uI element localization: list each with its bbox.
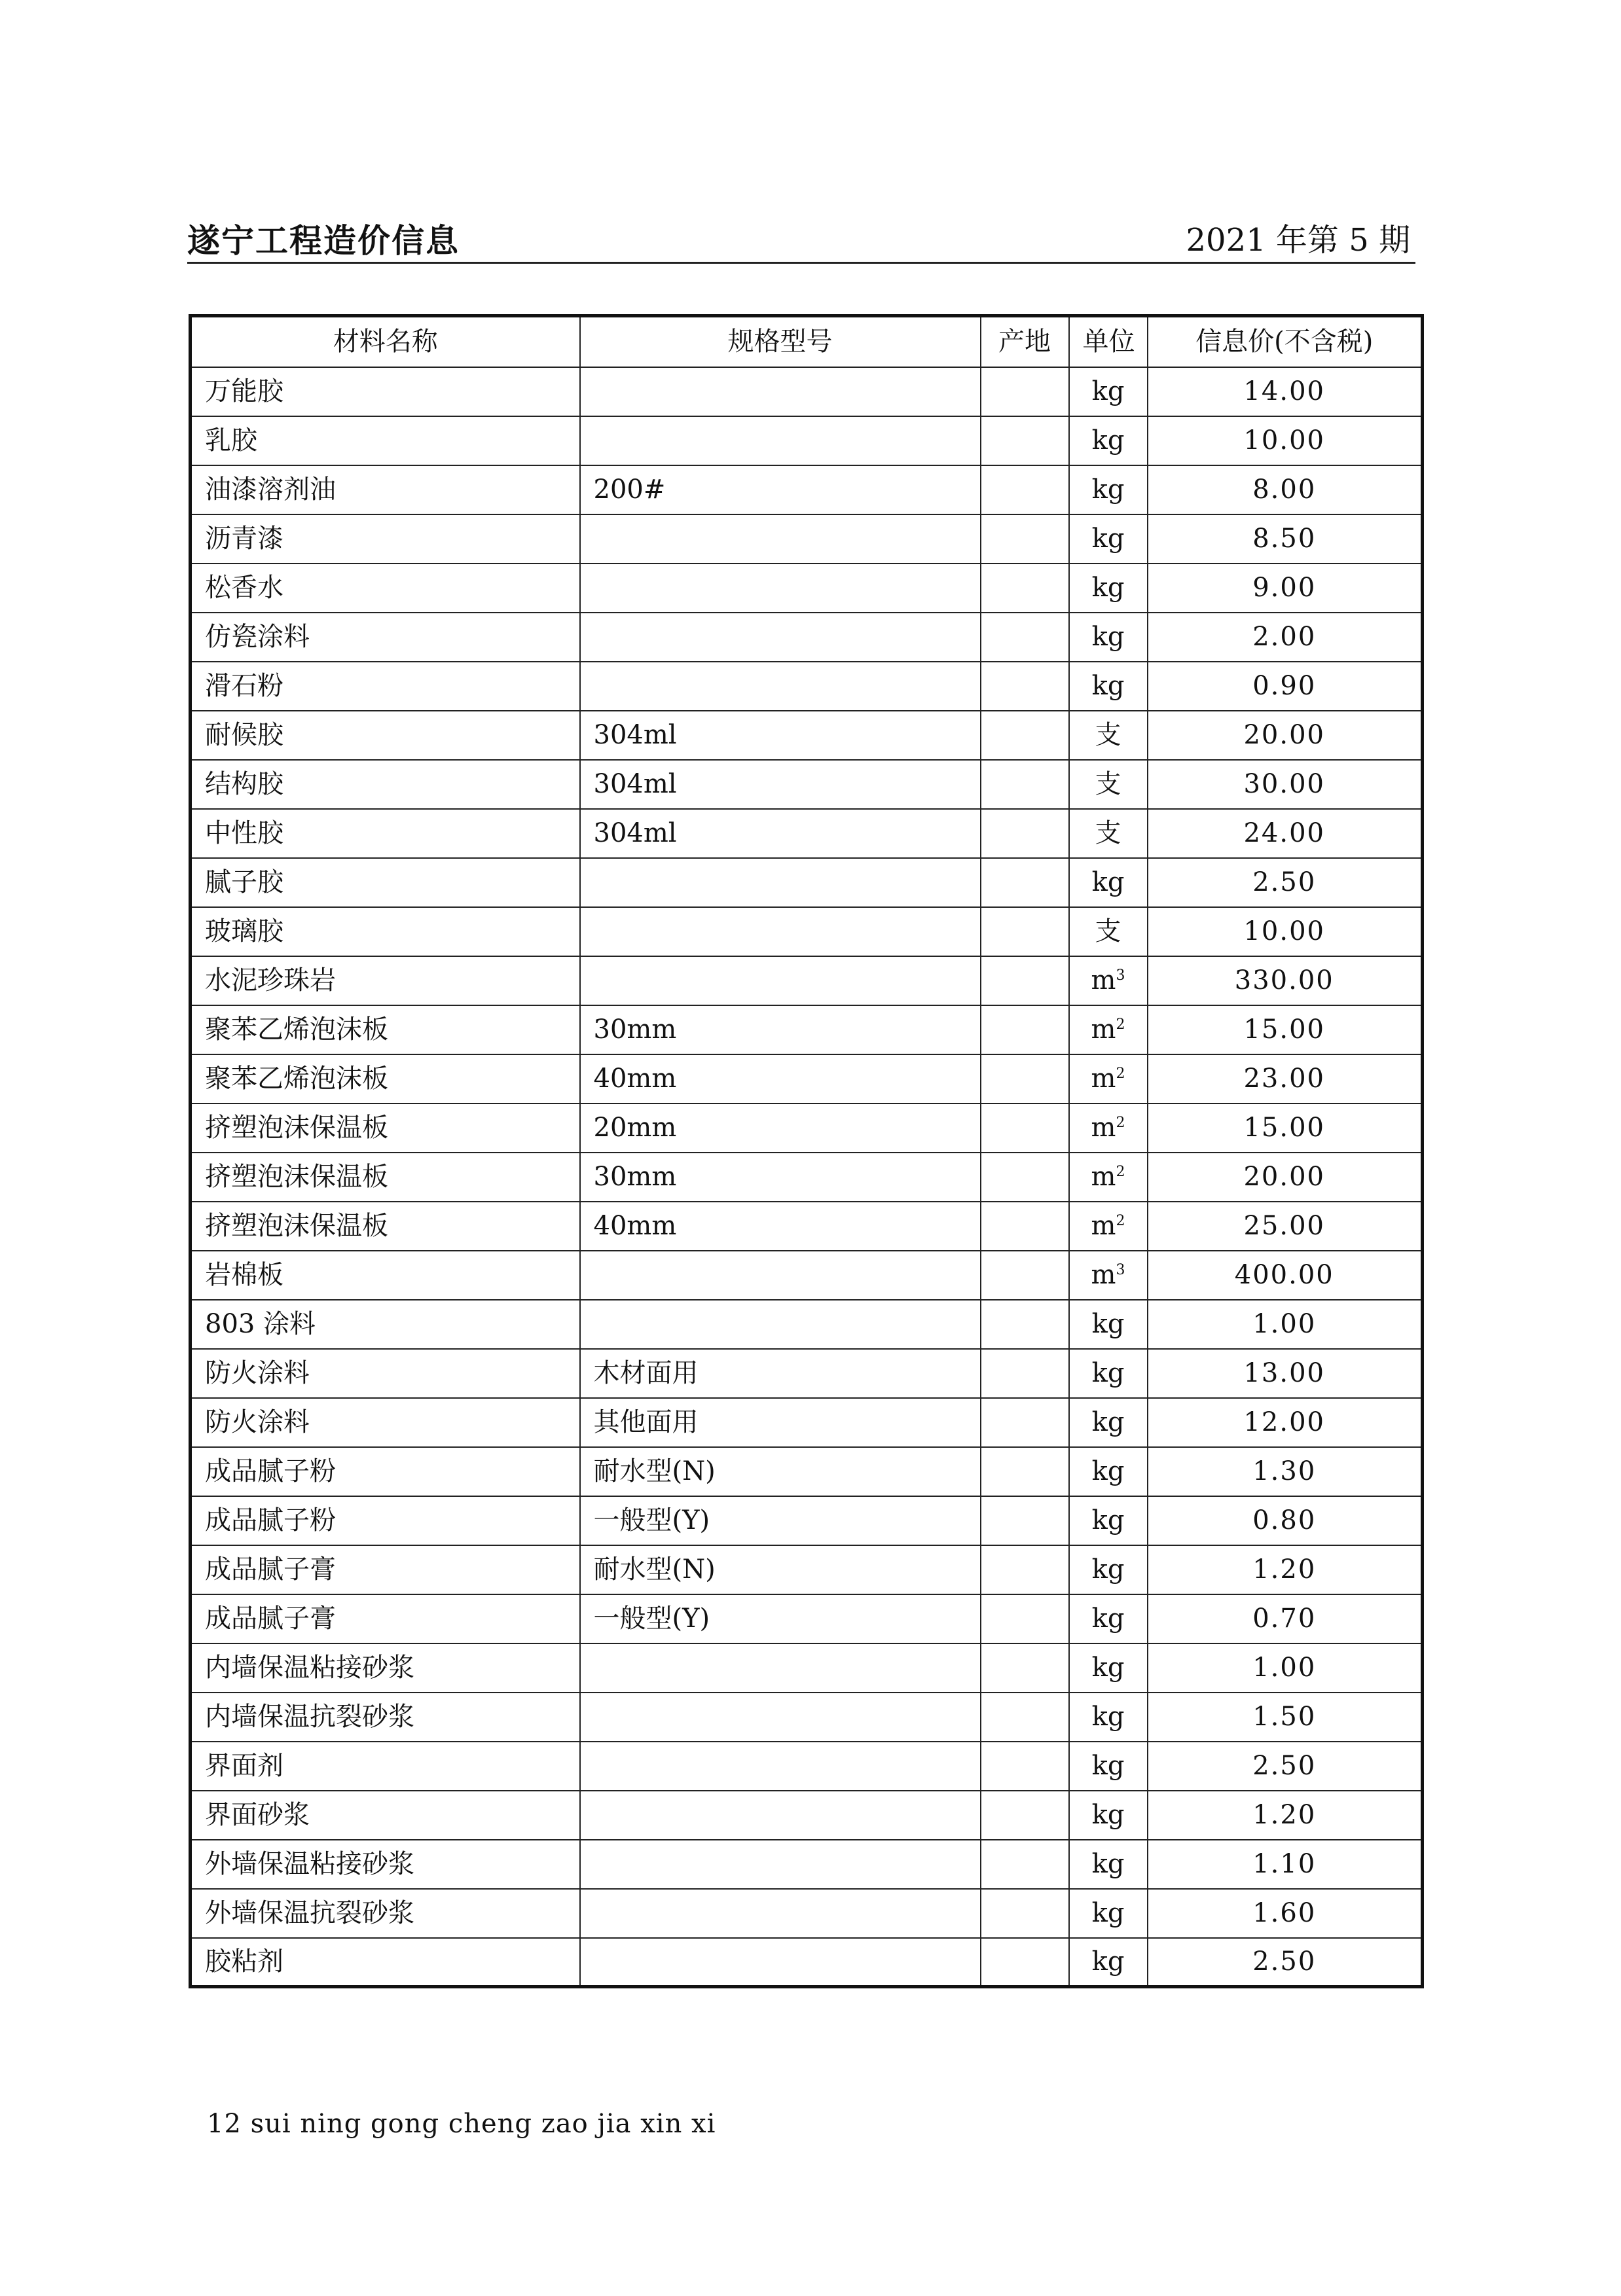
cell-spec xyxy=(580,1840,981,1889)
table-row xyxy=(191,514,1423,564)
cell-name: 挤塑泡沫保温板 xyxy=(191,1103,580,1153)
cell-name: 挤塑泡沫保温板 xyxy=(191,1153,580,1202)
table-row xyxy=(191,907,1423,956)
cell-price: 15.00 xyxy=(1148,1103,1423,1153)
unit-text: kg xyxy=(1091,1407,1125,1437)
table-row xyxy=(191,1594,1423,1643)
cell-name: 万能胶 xyxy=(191,367,580,416)
unit-text: kg xyxy=(1091,1751,1125,1781)
table-body xyxy=(191,367,1423,1987)
table-row xyxy=(191,1889,1423,1938)
cell-price: 15.00 xyxy=(1148,1005,1423,1054)
cell-price: 2.50 xyxy=(1148,1742,1423,1791)
cell-origin xyxy=(981,1840,1069,1889)
unit-text: kg xyxy=(1091,1653,1125,1683)
publication-title: 遂宁工程造价信息 xyxy=(187,221,460,260)
cell-spec xyxy=(580,1251,981,1300)
cell-price: 25.00 xyxy=(1148,1202,1423,1251)
cell-spec: 200# xyxy=(580,465,981,514)
cell-price: 1.10 xyxy=(1148,1840,1423,1889)
unit-text: 支 xyxy=(1095,916,1121,946)
cell-origin xyxy=(981,1594,1069,1643)
cell-price: 12.00 xyxy=(1148,1398,1423,1447)
cell-origin xyxy=(981,1693,1069,1742)
unit-text: kg xyxy=(1091,671,1125,701)
cell-origin xyxy=(981,1300,1069,1349)
cell-spec xyxy=(580,1643,981,1693)
cell-unit xyxy=(1069,1447,1148,1496)
cell-unit xyxy=(1069,564,1148,613)
cell-unit xyxy=(1069,711,1148,760)
unit-text: kg xyxy=(1091,425,1125,456)
unit-text: kg xyxy=(1091,1604,1125,1634)
cell-origin xyxy=(981,1202,1069,1251)
cell-spec xyxy=(580,416,981,465)
cell-name: 耐候胶 xyxy=(191,711,580,760)
cell-unit xyxy=(1069,1005,1148,1054)
cell-unit xyxy=(1069,1202,1148,1251)
page-header xyxy=(187,209,1415,262)
table-row xyxy=(191,1054,1423,1103)
unit-text: 支 xyxy=(1095,818,1121,848)
cell-name: 内墙保温粘接砂浆 xyxy=(191,1643,580,1693)
cell-unit xyxy=(1069,1938,1148,1987)
cell-name: 沥青漆 xyxy=(191,514,580,564)
table-row xyxy=(191,1496,1423,1545)
cell-spec: 304ml xyxy=(580,760,981,809)
cell-origin xyxy=(981,809,1069,858)
cell-price: 400.00 xyxy=(1148,1251,1423,1300)
cell-origin xyxy=(981,613,1069,662)
cell-spec xyxy=(580,1693,981,1742)
cell-spec: 304ml xyxy=(580,809,981,858)
cell-origin xyxy=(981,1938,1069,1987)
cell-spec xyxy=(580,564,981,613)
cell-name: 成品腻子膏 xyxy=(191,1545,580,1594)
table-row xyxy=(191,1938,1423,1987)
cell-origin xyxy=(981,858,1069,907)
cell-origin xyxy=(981,907,1069,956)
cell-origin xyxy=(981,1153,1069,1202)
unit-text: kg xyxy=(1091,1849,1125,1879)
cell-name: 成品腻子粉 xyxy=(191,1447,580,1496)
unit-text: m xyxy=(1091,965,1116,996)
cell-price: 1.00 xyxy=(1148,1643,1423,1693)
table-row xyxy=(191,1791,1423,1840)
cell-spec xyxy=(580,858,981,907)
unit-text: kg xyxy=(1091,376,1125,406)
cell-origin xyxy=(981,367,1069,416)
cell-spec xyxy=(580,662,981,711)
cell-spec xyxy=(580,1889,981,1938)
column-header-unit: 单位 xyxy=(1069,316,1148,367)
unit-text: m xyxy=(1091,1260,1116,1290)
cell-price: 0.90 xyxy=(1148,662,1423,711)
table-row xyxy=(191,1251,1423,1300)
cell-spec xyxy=(580,907,981,956)
unit-text: m xyxy=(1091,1014,1116,1045)
cell-origin xyxy=(981,416,1069,465)
cell-name: 胶粘剂 xyxy=(191,1938,580,1987)
cell-unit xyxy=(1069,465,1148,514)
table-row xyxy=(191,1202,1423,1251)
header-divider xyxy=(187,262,1415,264)
cell-name: 聚苯乙烯泡沫板 xyxy=(191,1005,580,1054)
table-row xyxy=(191,1153,1423,1202)
cell-origin xyxy=(981,1643,1069,1693)
table-row xyxy=(191,1005,1423,1054)
cell-unit xyxy=(1069,1791,1148,1840)
table-header-row xyxy=(191,316,1423,367)
cell-origin xyxy=(981,1791,1069,1840)
cell-origin xyxy=(981,760,1069,809)
cell-spec: 木材面用 xyxy=(580,1349,981,1398)
cell-name: 803 涂料 xyxy=(191,1300,580,1349)
unit-text: kg xyxy=(1091,1358,1125,1388)
cell-price: 9.00 xyxy=(1148,564,1423,613)
cell-spec xyxy=(580,1938,981,1987)
cell-spec xyxy=(580,1742,981,1791)
cell-unit xyxy=(1069,1693,1148,1742)
cell-price: 1.30 xyxy=(1148,1447,1423,1496)
cell-unit xyxy=(1069,760,1148,809)
cell-spec xyxy=(580,1300,981,1349)
unit-text: kg xyxy=(1091,1898,1125,1928)
cell-name: 界面砂浆 xyxy=(191,1791,580,1840)
cell-name: 结构胶 xyxy=(191,760,580,809)
cell-price: 8.50 xyxy=(1148,514,1423,564)
cell-spec xyxy=(580,514,981,564)
cell-name: 内墙保温抗裂砂浆 xyxy=(191,1693,580,1742)
cell-price: 30.00 xyxy=(1148,760,1423,809)
column-header-origin: 产地 xyxy=(981,316,1069,367)
cell-spec: 40mm xyxy=(580,1054,981,1103)
unit-text: kg xyxy=(1091,1946,1125,1977)
table-row xyxy=(191,367,1423,416)
cell-spec xyxy=(580,956,981,1005)
column-header-price: 信息价(不含税) xyxy=(1148,316,1423,367)
table-row xyxy=(191,1742,1423,1791)
cell-name: 成品腻子粉 xyxy=(191,1496,580,1545)
cell-spec: 一般型(Y) xyxy=(580,1496,981,1545)
table-row xyxy=(191,1349,1423,1398)
unit-text: m xyxy=(1091,1113,1116,1143)
table-row xyxy=(191,1300,1423,1349)
table-row xyxy=(191,809,1423,858)
cell-unit xyxy=(1069,1398,1148,1447)
footer-text: sui ning gong cheng zao jia xin xi xyxy=(250,2109,716,2139)
unit-exponent: 2 xyxy=(1116,1115,1125,1131)
cell-origin xyxy=(981,711,1069,760)
page-footer xyxy=(207,2109,716,2139)
cell-unit xyxy=(1069,1643,1148,1693)
unit-text: kg xyxy=(1091,1309,1125,1339)
cell-price: 10.00 xyxy=(1148,907,1423,956)
table-row xyxy=(191,1447,1423,1496)
table-row xyxy=(191,1103,1423,1153)
cell-name: 岩棉板 xyxy=(191,1251,580,1300)
cell-unit xyxy=(1069,1594,1148,1643)
cell-spec: 40mm xyxy=(580,1202,981,1251)
cell-spec: 其他面用 xyxy=(580,1398,981,1447)
cell-unit xyxy=(1069,514,1148,564)
cell-name: 中性胶 xyxy=(191,809,580,858)
cell-name: 防火涂料 xyxy=(191,1398,580,1447)
unit-text: kg xyxy=(1091,1702,1125,1732)
cell-origin xyxy=(981,1251,1069,1300)
cell-price: 0.80 xyxy=(1148,1496,1423,1545)
cell-spec: 20mm xyxy=(580,1103,981,1153)
cell-name: 聚苯乙烯泡沫板 xyxy=(191,1054,580,1103)
cell-name: 界面剂 xyxy=(191,1742,580,1791)
cell-unit xyxy=(1069,367,1148,416)
cell-spec xyxy=(580,367,981,416)
unit-exponent: 2 xyxy=(1116,1066,1125,1082)
cell-price: 2.50 xyxy=(1148,1938,1423,1987)
unit-text: kg xyxy=(1091,1456,1125,1486)
cell-origin xyxy=(981,1889,1069,1938)
cell-price: 1.50 xyxy=(1148,1693,1423,1742)
cell-name: 成品腻子膏 xyxy=(191,1594,580,1643)
cell-price: 1.20 xyxy=(1148,1791,1423,1840)
cell-unit xyxy=(1069,1103,1148,1153)
cell-spec: 30mm xyxy=(580,1005,981,1054)
cell-name: 乳胶 xyxy=(191,416,580,465)
issue-label: 2021 年第 5 期 xyxy=(1186,222,1410,259)
cell-unit xyxy=(1069,1545,1148,1594)
unit-text: kg xyxy=(1091,1505,1125,1535)
cell-name: 挤塑泡沫保温板 xyxy=(191,1202,580,1251)
cell-name: 油漆溶剂油 xyxy=(191,465,580,514)
cell-unit xyxy=(1069,1840,1148,1889)
cell-price: 20.00 xyxy=(1148,711,1423,760)
cell-spec: 304ml xyxy=(580,711,981,760)
table-row xyxy=(191,1840,1423,1889)
cell-name: 水泥珍珠岩 xyxy=(191,956,580,1005)
unit-text: kg xyxy=(1091,1800,1125,1830)
cell-price: 330.00 xyxy=(1148,956,1423,1005)
cell-name: 腻子胶 xyxy=(191,858,580,907)
cell-price: 1.60 xyxy=(1148,1889,1423,1938)
unit-exponent: 3 xyxy=(1116,1262,1125,1278)
cell-name: 滑石粉 xyxy=(191,662,580,711)
cell-unit xyxy=(1069,1349,1148,1398)
unit-text: kg xyxy=(1091,475,1125,505)
cell-price: 13.00 xyxy=(1148,1349,1423,1398)
cell-unit xyxy=(1069,809,1148,858)
cell-spec xyxy=(580,613,981,662)
cell-origin xyxy=(981,1054,1069,1103)
unit-text: m xyxy=(1091,1064,1116,1094)
table-row xyxy=(191,1398,1423,1447)
cell-origin xyxy=(981,1545,1069,1594)
table-row xyxy=(191,465,1423,514)
cell-price: 14.00 xyxy=(1148,367,1423,416)
table-row xyxy=(191,760,1423,809)
cell-price: 2.50 xyxy=(1148,858,1423,907)
cell-origin xyxy=(981,1398,1069,1447)
table-row xyxy=(191,416,1423,465)
table-row xyxy=(191,662,1423,711)
cell-spec: 耐水型(N) xyxy=(580,1447,981,1496)
cell-name: 外墙保温粘接砂浆 xyxy=(191,1840,580,1889)
cell-price: 0.70 xyxy=(1148,1594,1423,1643)
cell-origin xyxy=(981,1103,1069,1153)
cell-unit xyxy=(1069,1889,1148,1938)
cell-origin xyxy=(981,1742,1069,1791)
table-row xyxy=(191,564,1423,613)
unit-text: kg xyxy=(1091,524,1125,554)
cell-name: 玻璃胶 xyxy=(191,907,580,956)
table-row xyxy=(191,711,1423,760)
cell-unit xyxy=(1069,1742,1148,1791)
cell-name: 松香水 xyxy=(191,564,580,613)
table-row xyxy=(191,613,1423,662)
cell-price: 23.00 xyxy=(1148,1054,1423,1103)
cell-price: 8.00 xyxy=(1148,465,1423,514)
cell-unit xyxy=(1069,1153,1148,1202)
cell-spec: 一般型(Y) xyxy=(580,1594,981,1643)
unit-exponent: 2 xyxy=(1116,1016,1125,1033)
cell-origin xyxy=(981,1496,1069,1545)
cell-spec: 耐水型(N) xyxy=(580,1545,981,1594)
cell-price: 1.00 xyxy=(1148,1300,1423,1349)
column-header-name: 材料名称 xyxy=(191,316,580,367)
cell-price: 10.00 xyxy=(1148,416,1423,465)
cell-unit xyxy=(1069,1251,1148,1300)
table-row xyxy=(191,1545,1423,1594)
cell-price: 24.00 xyxy=(1148,809,1423,858)
cell-unit xyxy=(1069,907,1148,956)
table-row xyxy=(191,956,1423,1005)
cell-name: 防火涂料 xyxy=(191,1349,580,1398)
cell-origin xyxy=(981,1349,1069,1398)
price-table xyxy=(189,314,1424,1988)
cell-price: 1.20 xyxy=(1148,1545,1423,1594)
cell-unit xyxy=(1069,858,1148,907)
cell-unit xyxy=(1069,1054,1148,1103)
cell-name: 仿瓷涂料 xyxy=(191,613,580,662)
table-row xyxy=(191,1643,1423,1693)
cell-spec: 30mm xyxy=(580,1153,981,1202)
cell-unit xyxy=(1069,1300,1148,1349)
unit-text: kg xyxy=(1091,573,1125,603)
cell-spec xyxy=(580,1791,981,1840)
cell-origin xyxy=(981,1005,1069,1054)
unit-exponent: 2 xyxy=(1116,1213,1125,1229)
cell-name: 外墙保温抗裂砂浆 xyxy=(191,1889,580,1938)
cell-unit xyxy=(1069,1496,1148,1545)
cell-origin xyxy=(981,465,1069,514)
table-row xyxy=(191,858,1423,907)
unit-text: kg xyxy=(1091,1554,1125,1585)
cell-unit xyxy=(1069,956,1148,1005)
unit-text: m xyxy=(1091,1211,1116,1241)
cell-origin xyxy=(981,662,1069,711)
unit-text: kg xyxy=(1091,867,1125,897)
cell-origin xyxy=(981,1447,1069,1496)
cell-origin xyxy=(981,956,1069,1005)
unit-exponent: 2 xyxy=(1116,1164,1125,1180)
unit-text: 支 xyxy=(1095,720,1121,750)
unit-text: 支 xyxy=(1095,769,1121,799)
cell-unit xyxy=(1069,416,1148,465)
unit-exponent: 3 xyxy=(1116,967,1125,984)
cell-origin xyxy=(981,514,1069,564)
unit-text: m xyxy=(1091,1162,1116,1192)
cell-price: 2.00 xyxy=(1148,613,1423,662)
column-header-spec: 规格型号 xyxy=(580,316,981,367)
unit-text: kg xyxy=(1091,622,1125,652)
cell-price: 20.00 xyxy=(1148,1153,1423,1202)
table-row xyxy=(191,1693,1423,1742)
page-number: 12 xyxy=(207,2109,242,2139)
cell-origin xyxy=(981,564,1069,613)
cell-unit xyxy=(1069,662,1148,711)
cell-unit xyxy=(1069,613,1148,662)
